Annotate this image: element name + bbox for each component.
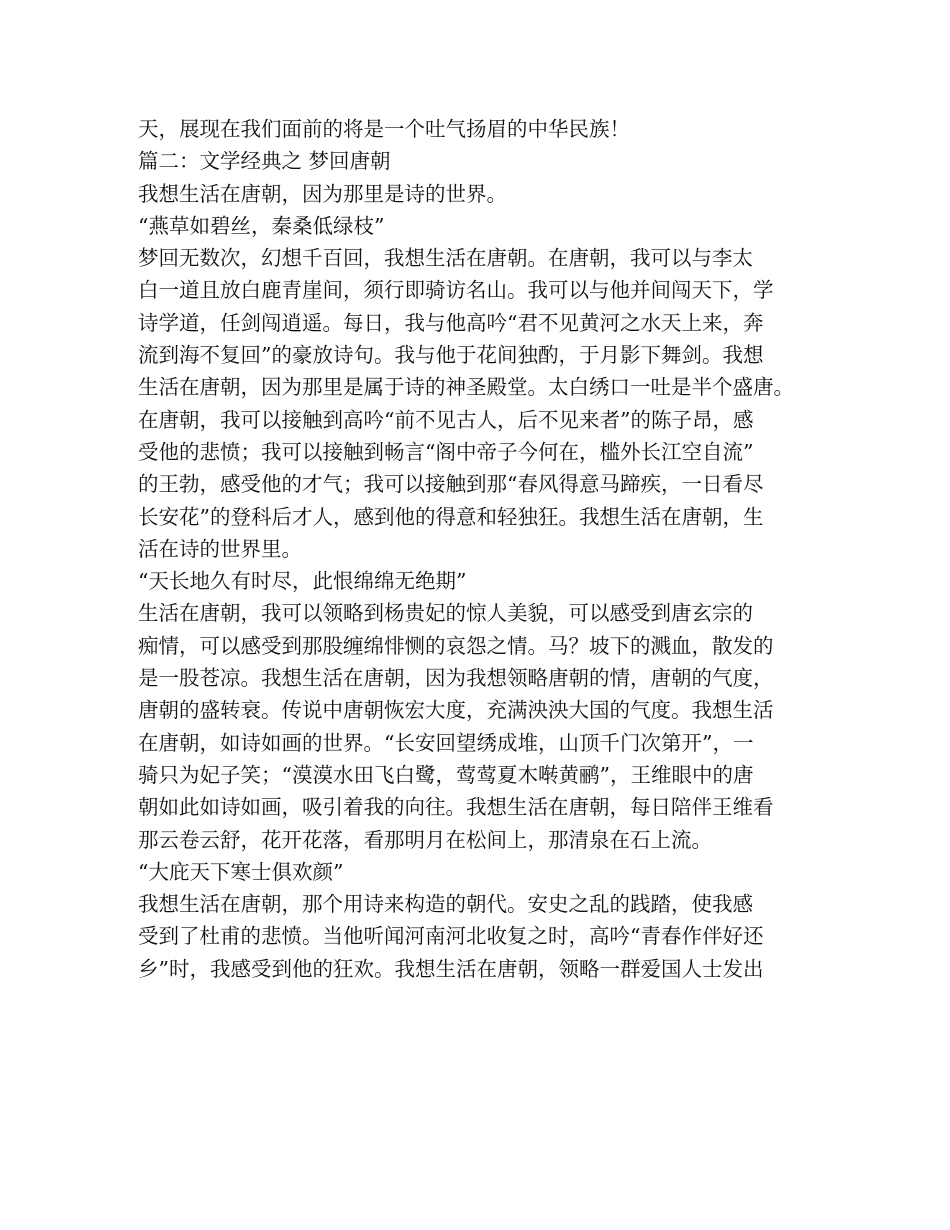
document-body — [138, 113, 818, 985]
text-line: 活在诗的世界里。 — [138, 536, 302, 561]
text-line: 受他的悲愤；我可以接触到畅言“阁中帝子今何在，槛外长江空自流” — [138, 439, 754, 464]
text-line: 白一道且放白鹿青崖间，须行即骑访名山。我可以与他并间闯天下，学 — [138, 278, 774, 303]
text-line: 朝如此如诗如画，吸引着我的向往。我想生活在唐朝，每日陪伴王维看 — [138, 795, 774, 820]
text-line: 骑只为妃子笑；“漠漠水田飞白鹭，莺莺夏木啭黄鹂”，王维眼中的唐 — [138, 762, 754, 787]
poem-quote: “天长地久有时尽，此恨绵绵无绝期” — [138, 569, 467, 594]
poem-quote: “燕草如碧丝，秦桑低绿枝” — [138, 213, 385, 238]
text-line: 我想生活在唐朝，那个用诗来构造的朝代。安史之乱的践踏，使我感 — [138, 892, 753, 917]
text-line: 流到海不复回”的豪放诗句。我与他于花间独酌，于月影下舞剑。我想 — [138, 343, 764, 368]
text-line: 天，展现在我们面前的将是一个吐气扬眉的中华民族！ — [138, 117, 630, 141]
section-heading: 篇二：文学经典之 梦回唐朝 — [138, 149, 391, 174]
text-line: 梦回无数次，幻想千百回，我想生活在唐朝。在唐朝，我可以与李太 — [138, 246, 753, 271]
text-line: 诗学道，任剑闯逍遥。每日，我与他高吟“君不见黄河之水天上来，奔 — [138, 310, 764, 335]
text-line: 唐朝的盛转衰。传说中唐朝恢宏大度，充满泱泱大国的气度。我想生活 — [138, 698, 774, 723]
poem-quote: “大庇天下寒士俱欢颜” — [138, 859, 344, 884]
text-line: 我想生活在唐朝，因为那里是诗的世界。 — [138, 181, 507, 206]
text-line: 是一股苍凉。我想生活在唐朝，因为我想领略唐朝的情，唐朝的气度， — [138, 666, 774, 691]
text-line: 长安花”的登科后才人，感到他的得意和轻独狂。我想生活在唐朝，生 — [138, 504, 764, 529]
text-line: 生活在唐朝，我可以领略到杨贵妃的惊人美貌，可以感受到唐玄宗的 — [138, 601, 753, 626]
text-line: 那云卷云舒，花开花落，看那明月在松间上，那清泉在石上流。 — [138, 827, 712, 852]
text-line: 在唐朝，我可以接触到高吟“前不见古人，后不见来者”的陈子昂，感 — [138, 407, 754, 432]
text-line: 在唐朝，如诗如画的世界。“长安回望绣成堆，山顶千门次第开”，一 — [138, 730, 754, 755]
text-line: 生活在唐朝，因为那里是属于诗的神圣殿堂。太白绣口一吐是半个盛唐。 — [138, 375, 794, 400]
text-line: 受到了杜甫的悲愤。当他听闻河南河北收复之时，高吟“青春作伴好还 — [138, 924, 764, 949]
text-line: 乡”时，我感受到他的狂欢。我想生活在唐朝，领略一群爱国人士发出 — [138, 956, 764, 981]
text-line: 痴情，可以感受到那股缠绵悱恻的哀怨之情。马？坡下的溅血，散发的 — [138, 633, 774, 658]
text-line: 的王勃，感受他的才气；我可以接触到那“春风得意马蹄疾，一日看尽 — [138, 472, 764, 497]
